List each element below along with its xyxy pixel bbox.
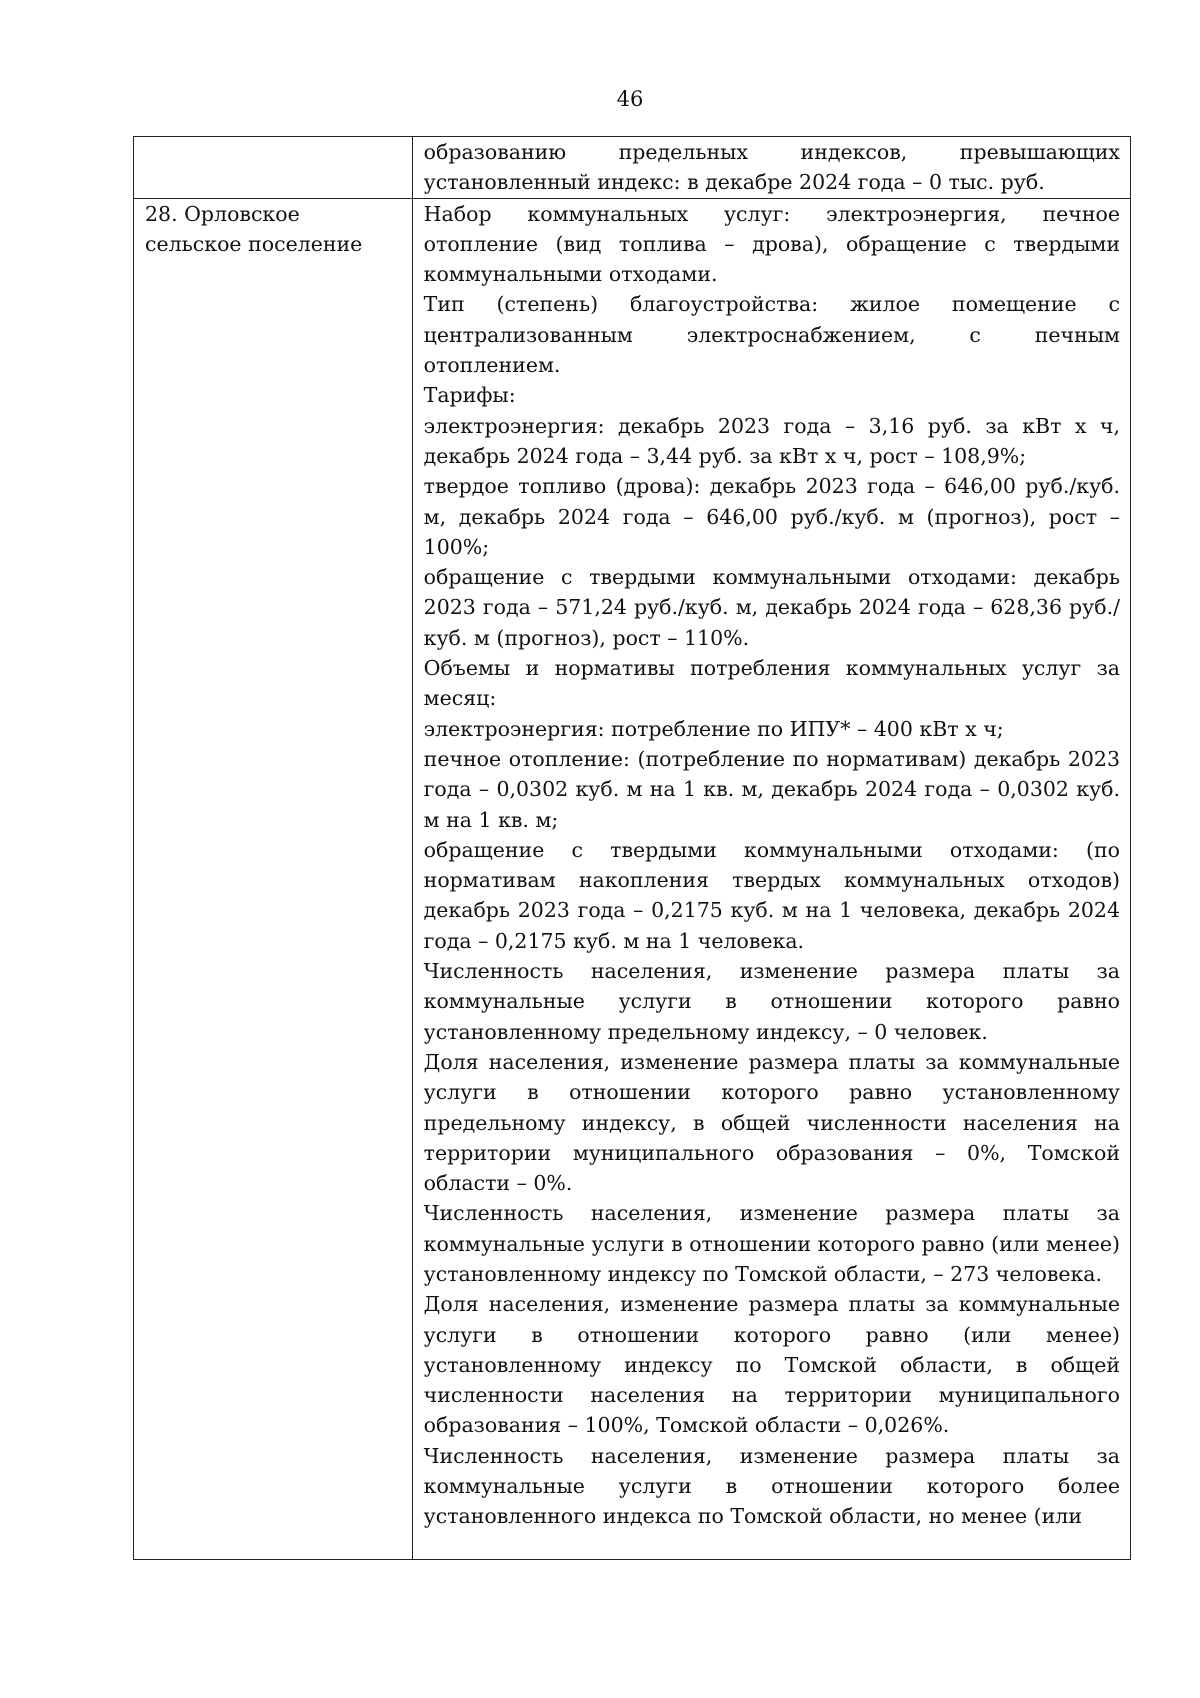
paragraph-volume-heating: печное отопление: (потребление по нормативам) декабрь 2023 года – 0,0302 куб. м на 1 кв. м, декабрь 2024 года – 0,0302 куб. м на 1 кв. м; [423,746,1120,832]
paragraph-tariff-electricity: электроэнергия: декабрь 2023 года – 3,16 руб. за кВт х ч, декабрь 2024 года – 3,44 руб. за кВт х ч, рост – 108,9%; [423,413,1120,468]
paragraph-population-more: Численность населения, изменение размера платы за коммунальные услуги в отношении которого более установленного индекса по Томской области, но менее (или [423,1443,1120,1529]
settlement-name: 28. Орловское сельское поселение [145,201,363,256]
paragraph-tariffs-heading: Тарифы: [423,383,516,408]
paragraph-population-less: Численность населения, изменение размера платы за коммунальные услуги в отношении которого равно (или менее) установленному индексу по Томской области, – 273 человека. [423,1201,1120,1286]
paragraph-volume-waste: обращение с твердыми коммунальными отходами: (по нормативам накопления твердых коммунальных отходов) декабрь 2023 года – 0,2175 куб. м на 1 человека, декабрь 2024 года – 0,2175 куб. м на 1 человека. [423,837,1120,953]
table-cell-left [134,198,413,1559]
paragraph-tariff-firewood: твердое топливо (дрова): декабрь 2023 года – 646,00 руб./куб. м, декабрь 2024 года – 646,00 руб./куб. м (прогноз), рост – 100%; [423,474,1120,559]
paragraph-volumes-heading: Объемы и нормативы потребления коммунальных услуг за месяц: [423,656,1120,711]
page-number: 46 [616,87,644,111]
table-cell-left [134,137,413,199]
paragraph-volume-electricity: электроэнергия: потребление по ИПУ* – 400 кВт х ч; [423,716,1004,741]
paragraph-tariff-waste: обращение с твердыми коммунальными отходами: декабрь 2023 года – 571,24 руб./куб. м, декабрь 2024 года – 628,36 руб./куб. м (прогноз), рост – 110%. [423,565,1120,650]
paragraph-population-equal: Численность населения, изменение размера платы за коммунальные услуги в отношении которого равно установленному предельному индексу, – 0 человек. [423,959,1120,1044]
continuation-paragraph: образованию предельных индексов, превышающих установленный индекс: в декабре 2024 года – 0 тыс. руб. [423,140,1120,195]
data-table [133,136,1131,1560]
table-cell-right [412,198,1130,1559]
paragraph-share-less: Доля населения, изменение размера платы за коммунальные услуги в отношении которого равно (или менее) установленному индексу по Томской области, в общей численности населения на территории муниципального образования – 100%, Томской области – 0,026%. [423,1292,1120,1438]
paragraph-services: Набор коммунальных услуг: электроэнергия, печное отопление (вид топлива – дрова), обращение с твердыми коммунальными отходами. [423,201,1120,287]
paragraph-improvement-type: Тип (степень) благоустройства: жилое помещение с централизованным электроснабжением, с печным отоплением. [423,292,1120,378]
table-row [134,198,1131,1559]
table-row [134,137,1131,199]
paragraph-share-equal: Доля населения, изменение размера платы за коммунальные услуги в отношении которого равно установленному предельному индексу, в общей численности населения на территории муниципального образования – 0%, Томской области – 0%. [423,1049,1120,1196]
table-cell-right [412,137,1130,199]
